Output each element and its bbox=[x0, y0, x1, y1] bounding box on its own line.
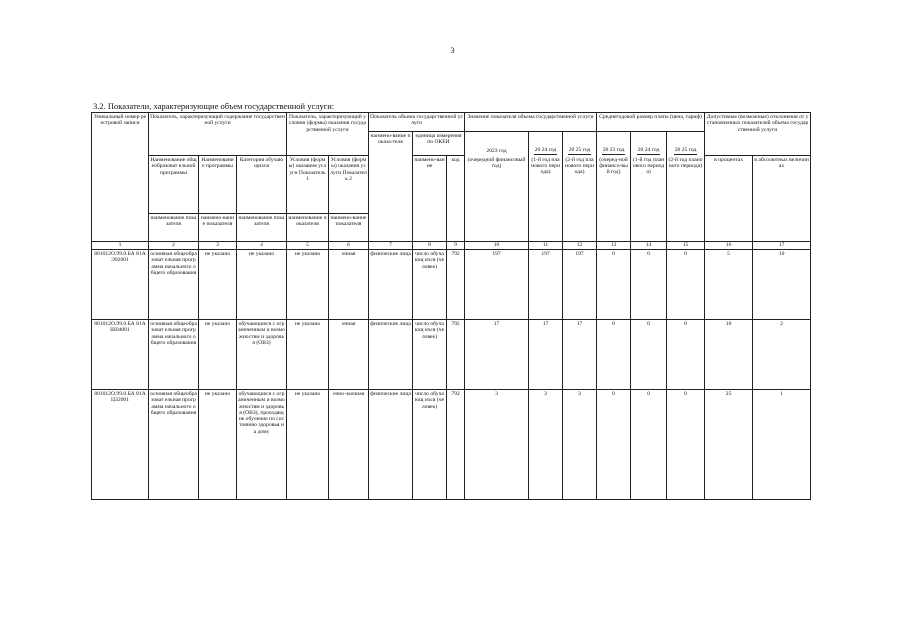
col-num: 14 bbox=[631, 242, 667, 250]
cell-condition-2: очная bbox=[329, 320, 369, 390]
col-num: 2 bbox=[149, 242, 199, 250]
header-fy2-b: (2-й год планового периода) bbox=[667, 156, 705, 242]
header-row-3 bbox=[92, 156, 811, 214]
cell-code: 792 bbox=[447, 390, 465, 500]
cell-indicator: физические лица bbox=[369, 390, 413, 500]
cell-program-name: не указано bbox=[199, 250, 237, 320]
header-program-name: Наименование общеобразоват ельной программы bbox=[149, 156, 199, 214]
cell-code: 792 bbox=[447, 250, 465, 320]
header-volume-indicator: Показатель объема государственной услуги bbox=[369, 113, 465, 132]
header-indicator-name: наимено-вание показа-теля bbox=[369, 132, 413, 242]
col-num: 7 bbox=[369, 242, 413, 250]
col-num: 5 bbox=[287, 242, 329, 250]
header-indicator-name-5: наимено-вание показателя bbox=[329, 214, 369, 242]
table-row bbox=[92, 250, 811, 320]
cell-program: основная общеобразоват ельная программа начального общего образования bbox=[149, 320, 199, 390]
header-programs: Наименовани е программы bbox=[199, 156, 237, 214]
col-num: 16 bbox=[705, 242, 753, 250]
header-code: код bbox=[447, 156, 465, 242]
header-2024-a: 20 24 год bbox=[529, 132, 563, 156]
header-condition-indicator: Показатель, характеризующий условия (формы) оказания государственной услуги bbox=[287, 113, 369, 156]
header-avg-fee: Среднегодовой размер платы (цена, тариф) bbox=[597, 113, 705, 132]
header-deviations: Допустимые (возможные) отклонения от установленных показателей объема государственной услуги bbox=[705, 113, 811, 156]
header-fy1-b: (1-й год планового периода) bbox=[631, 156, 667, 242]
cell-condition-1: не указано bbox=[287, 390, 329, 500]
cell-category: обучающиеся с ограниченным и возможностям и здоровья (ОВЗ) bbox=[237, 320, 287, 390]
cell-unit: число обучающ ихся (человек) bbox=[413, 320, 447, 390]
col-num: 12 bbox=[563, 242, 597, 250]
cell-fee-2023: 0 bbox=[597, 320, 631, 390]
table-row bbox=[92, 320, 811, 390]
cell-category: не указано bbox=[237, 250, 287, 320]
cell-program-name: не указано bbox=[199, 390, 237, 500]
header-indicator-name-3: наименование показателя bbox=[237, 214, 287, 242]
col-num: 9 bbox=[447, 242, 465, 250]
cell-fee-2023: 0 bbox=[597, 390, 631, 500]
cell-value-2025: 17 bbox=[563, 320, 597, 390]
cell-value-2023: 17 bbox=[465, 320, 529, 390]
cell-value-2024: 3 bbox=[529, 390, 563, 500]
header-condition-2: Условия (формы) оказания услуги Показатель 2 bbox=[329, 156, 369, 214]
cell-indicator: физические лица bbox=[369, 250, 413, 320]
cell-value-2025: 3 bbox=[563, 390, 597, 500]
cell-unique-number: 801012О.99.0.БА 81АШ04001 bbox=[92, 320, 149, 390]
header-fy-current-b: (очеред-ной финансо-вый год) bbox=[597, 156, 631, 242]
col-num: 4 bbox=[237, 242, 287, 250]
cell-value-2024: 197 bbox=[529, 250, 563, 320]
cell-deviation-percent: 5 bbox=[705, 250, 753, 320]
cell-unique-number: 801012О.99.0.БА 81АЦ32001 bbox=[92, 390, 149, 500]
column-number-row bbox=[92, 242, 811, 250]
col-num: 15 bbox=[667, 242, 705, 250]
header-indicator-name-1: наименование показателя bbox=[149, 214, 199, 242]
col-num: 10 bbox=[465, 242, 529, 250]
cell-unique-number: 801012О.99.0.БА 81АЭ92001 bbox=[92, 250, 149, 320]
header-content-indicator: Показатель, характеризующий содержание государственной услуги bbox=[149, 113, 287, 156]
cell-indicator: физические лица bbox=[369, 320, 413, 390]
header-indicator-name-4: наименование показателя bbox=[287, 214, 329, 242]
cell-condition-1: не указано bbox=[287, 250, 329, 320]
col-num: 17 bbox=[753, 242, 811, 250]
cell-fee-2025: 0 bbox=[667, 250, 705, 320]
col-num: 13 bbox=[597, 242, 631, 250]
col-num: 11 bbox=[529, 242, 563, 250]
cell-deviation-absolute: 10 bbox=[753, 250, 811, 320]
cell-program: основная общеобразоват ельная программа начального общего образования bbox=[149, 390, 199, 500]
cell-code: 792 bbox=[447, 320, 465, 390]
cell-condition-2: очная bbox=[329, 250, 369, 320]
cell-deviation-absolute: 2 bbox=[753, 320, 811, 390]
cell-fee-2025: 0 bbox=[667, 390, 705, 500]
cell-deviation-percent: 25 bbox=[705, 390, 753, 500]
header-student-category: Категория обучающихся bbox=[237, 156, 287, 214]
header-unit-name: наимено-вание bbox=[413, 156, 447, 242]
cell-fee-2025: 0 bbox=[667, 320, 705, 390]
cell-program-name: не указано bbox=[199, 320, 237, 390]
header-2025-a: 20 25 год bbox=[563, 132, 597, 156]
header-2023-a: 2023 год bbox=[465, 132, 529, 156]
cell-program: основная общеобразоват ельная программа начального общего образования bbox=[149, 250, 199, 320]
header-indicator-name-2: наимено-вание показателя bbox=[199, 214, 237, 242]
cell-deviation-absolute: 1 bbox=[753, 390, 811, 500]
cell-category: обучающиеся с ограниченным и возможностям и здоровья (ОВЗ), проходящие обучение по состоянию здоровья на дому bbox=[237, 390, 287, 500]
header-unique-number: Уникальный номер реестровой записи bbox=[92, 113, 149, 242]
page-number: 3 bbox=[450, 46, 455, 55]
col-num: 1 bbox=[92, 242, 149, 250]
header-fy2-a: (2-й год планового периода) bbox=[563, 156, 597, 242]
cell-value-2025: 197 bbox=[563, 250, 597, 320]
cell-unit: число обучающ ихся (человек) bbox=[413, 390, 447, 500]
header-condition-1: Условия (формы) оказания услуги Показатель 1 bbox=[287, 156, 329, 214]
header-2025-b: 20 25 год bbox=[667, 132, 705, 156]
col-num: 8 bbox=[413, 242, 447, 250]
cell-fee-2024: 0 bbox=[631, 320, 667, 390]
cell-value-2023: 197 bbox=[465, 250, 529, 320]
header-fy-current-a: (очередной финансовый год) bbox=[465, 156, 529, 242]
header-fy1-a: (1-й год планового периода) bbox=[529, 156, 563, 242]
cell-condition-2: очно-заочная bbox=[329, 390, 369, 500]
cell-fee-2024: 0 bbox=[631, 250, 667, 320]
header-volume-value: Значение показателя объема государственной услуги bbox=[465, 113, 597, 132]
cell-value-2024: 17 bbox=[529, 320, 563, 390]
header-2023-b: 20 23 год bbox=[597, 132, 631, 156]
col-num: 3 bbox=[199, 242, 237, 250]
cell-unit: число обучающ ихся (человек) bbox=[413, 250, 447, 320]
col-num: 6 bbox=[329, 242, 369, 250]
volume-indicators-table bbox=[91, 112, 811, 500]
header-unit: единица измерения по ОКЕИ bbox=[413, 132, 465, 156]
cell-condition-1: не указано bbox=[287, 320, 329, 390]
cell-value-2023: 3 bbox=[465, 390, 529, 500]
cell-fee-2024: 0 bbox=[631, 390, 667, 500]
header-in-absolute: в абсолютных величинах bbox=[753, 156, 811, 242]
cell-deviation-percent: 10 bbox=[705, 320, 753, 390]
header-row-1 bbox=[92, 113, 811, 132]
header-2024-b: 20 24 год bbox=[631, 132, 667, 156]
table-row bbox=[92, 390, 811, 500]
section-title: 3.2. Показатели, характеризующие объем государственной услуги: bbox=[93, 101, 335, 111]
header-in-percent: в процентах bbox=[705, 156, 753, 242]
cell-fee-2023: 0 bbox=[597, 250, 631, 320]
